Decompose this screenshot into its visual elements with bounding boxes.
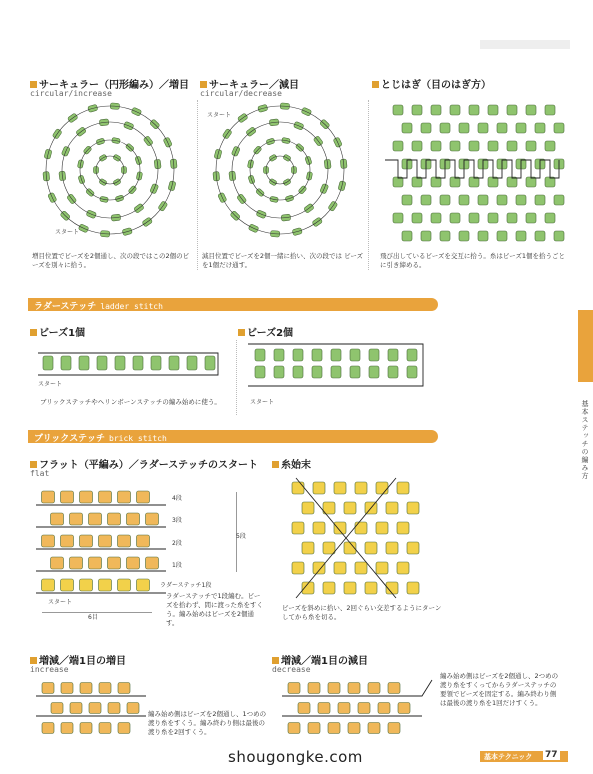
bead	[386, 542, 398, 554]
circular-decrease-subtitle: circular/decrease	[200, 89, 282, 98]
increase-caption: 編み始め側はビーズを2個通し、1つめの渡り糸をすくう。編み終わり側は最後の渡り糸を2回すくう。	[148, 710, 267, 736]
bead	[99, 491, 112, 503]
bead	[137, 579, 150, 591]
bead	[478, 195, 488, 205]
bead	[348, 723, 360, 734]
bead	[79, 356, 89, 370]
bead	[386, 502, 398, 514]
bead	[412, 105, 422, 115]
bead	[274, 349, 284, 361]
bead	[42, 723, 54, 734]
bead	[328, 683, 340, 694]
bead	[440, 231, 450, 241]
bead	[133, 356, 143, 370]
row-label-2: 2段	[172, 540, 182, 547]
bead	[318, 703, 330, 714]
bead	[478, 231, 488, 241]
bead	[554, 123, 564, 133]
bead	[397, 482, 409, 494]
bead	[378, 703, 390, 714]
span-label: 5段	[236, 533, 246, 540]
start-label: スタート	[55, 229, 80, 236]
bead	[469, 177, 479, 187]
ladder-one-title: ビーズ1個	[30, 324, 85, 339]
bead	[545, 141, 555, 151]
bead	[388, 349, 398, 361]
bead	[255, 349, 265, 361]
bead	[99, 535, 112, 547]
bead	[118, 579, 131, 591]
side-vertical-text: 基本ステッチの編み方	[581, 400, 589, 480]
bead	[99, 723, 111, 734]
bead	[348, 683, 360, 694]
bead	[313, 562, 325, 574]
bead	[421, 231, 431, 241]
bead	[398, 703, 410, 714]
bead	[535, 123, 545, 133]
flat-subtitle: flat	[30, 469, 50, 478]
bead	[61, 356, 71, 370]
bead	[459, 231, 469, 241]
bead	[118, 683, 130, 694]
bead	[545, 213, 555, 223]
circular-decrease-caption: 減目位置でビーズを2個一緒に拾い、次の段では ビーズを1個だけ通す。	[202, 252, 364, 269]
bead	[376, 522, 388, 534]
bead	[365, 582, 377, 594]
circular-increase-title: サーキュラー（円形編み）／増目	[30, 76, 189, 91]
thread-end-caption: ビーズを斜めに拾い、2回ぐらい交差するようにターンしてから糸を切る。	[282, 604, 442, 621]
bead	[526, 105, 536, 115]
bead	[302, 502, 314, 514]
increase-subtitle: increase	[30, 665, 69, 674]
bead	[355, 562, 367, 574]
bead	[89, 703, 101, 714]
ladder-two-diagram	[248, 340, 438, 400]
bead	[421, 123, 431, 133]
bead	[70, 557, 83, 569]
bead	[312, 366, 322, 378]
flat-caption: ラダーステッチで1段編む。ビーズを拾わず、間に渡った糸をすくう。編み始めはビーズを2個通す。	[166, 592, 263, 627]
bead	[80, 491, 93, 503]
decrease-caption: 編み始め側はビーズを2個通し、2つめの渡り糸をすくってからラダーステッチの要領でビーズを固定する。編み終わり側は最後の渡り糸を1回だけすくう。	[440, 672, 559, 707]
bead	[80, 579, 93, 591]
bead	[369, 366, 379, 378]
flat-title: フラット（平編み）／ラダーステッチのスタート	[30, 456, 258, 471]
bead	[507, 105, 517, 115]
decrease-diagram	[282, 678, 432, 743]
thread	[96, 156, 124, 184]
bead	[331, 366, 341, 378]
bead	[402, 195, 412, 205]
bead	[545, 105, 555, 115]
bead	[421, 195, 431, 205]
bead	[328, 723, 340, 734]
bead	[80, 723, 92, 734]
bead	[355, 482, 367, 494]
bead	[308, 683, 320, 694]
bead	[355, 522, 367, 534]
bead	[516, 231, 526, 241]
bead	[51, 557, 64, 569]
bead	[497, 231, 507, 241]
bead	[407, 349, 417, 361]
bead	[376, 562, 388, 574]
bead	[526, 213, 536, 223]
bead	[459, 195, 469, 205]
bead	[127, 513, 140, 525]
bead	[274, 366, 284, 378]
bead	[554, 231, 564, 241]
bead	[323, 582, 335, 594]
bead	[469, 213, 479, 223]
join-title: とじはぎ（目のはぎ方）	[372, 76, 491, 91]
bead	[61, 683, 73, 694]
bead	[431, 141, 441, 151]
join-diagram	[380, 100, 570, 250]
bead	[43, 356, 53, 370]
bead	[407, 366, 417, 378]
bead	[344, 502, 356, 514]
bead	[51, 513, 64, 525]
bead	[358, 703, 370, 714]
bead	[450, 141, 460, 151]
bead	[288, 683, 300, 694]
bead	[507, 213, 517, 223]
bead	[70, 513, 83, 525]
bead	[80, 535, 93, 547]
bead	[412, 213, 422, 223]
circular-increase-caption: 増目位置でビーズを2個通し、次の段ではこの2個のビーズを別々に拾う。	[32, 252, 190, 269]
bead	[137, 535, 150, 547]
bead	[526, 177, 536, 187]
bead	[469, 141, 479, 151]
bead	[450, 213, 460, 223]
bead	[516, 123, 526, 133]
ladder-band-title: ラダーステッチ ladder stitch	[34, 302, 163, 312]
bead	[61, 535, 74, 547]
bead	[450, 105, 460, 115]
circular-decrease-title: サーキュラー／減目	[200, 76, 299, 91]
bead	[312, 349, 322, 361]
decrease-title: 増減／端1目の減目	[272, 652, 368, 667]
bead	[478, 123, 488, 133]
ladder-one-caption: ブリックステッチやヘリンボーンステッチの編み始めに使う。	[40, 398, 221, 406]
bead	[334, 482, 346, 494]
bead	[146, 513, 159, 525]
bead	[388, 683, 400, 694]
bead	[118, 723, 130, 734]
bead	[554, 195, 564, 205]
bead	[127, 557, 140, 569]
bead	[292, 482, 304, 494]
bead	[407, 542, 419, 554]
bead	[42, 535, 55, 547]
bead	[51, 703, 63, 714]
bead	[397, 562, 409, 574]
bead	[488, 105, 498, 115]
bead	[535, 231, 545, 241]
bead	[402, 231, 412, 241]
thread	[232, 122, 328, 218]
bead	[368, 683, 380, 694]
bead	[350, 349, 360, 361]
ladder-one-diagram	[38, 345, 228, 395]
bead	[431, 105, 441, 115]
bead	[80, 683, 92, 694]
decrease-subtitle: decrease	[272, 665, 311, 674]
thread-end-diagram	[286, 478, 426, 603]
bead	[313, 482, 325, 494]
bead	[293, 366, 303, 378]
increase-diagram	[36, 678, 151, 743]
start-label: スタート	[38, 381, 63, 388]
bead	[61, 579, 74, 591]
bead	[118, 535, 131, 547]
width-label: 6目	[88, 614, 98, 621]
ladder-two-title: ビーズ2個	[238, 324, 293, 339]
bead	[146, 557, 159, 569]
bead	[308, 723, 320, 734]
brick-band-title: ブリックステッチ brick stitch	[34, 434, 167, 444]
join-caption: 飛び出しているビーズを交互に拾う。糸はビーズ1個を拾うごとに引き締める。	[380, 252, 565, 269]
bead	[397, 522, 409, 534]
bead	[97, 356, 107, 370]
bead	[331, 349, 341, 361]
bead	[127, 703, 139, 714]
bead	[288, 723, 300, 734]
bead	[431, 213, 441, 223]
bead	[313, 522, 325, 534]
bead	[488, 141, 498, 151]
bead	[526, 141, 536, 151]
start-label: スタート	[207, 112, 232, 119]
thread-end-title: 糸始末	[272, 456, 311, 471]
circular-increase-subtitle: circular/increase	[30, 89, 112, 98]
bead	[255, 366, 265, 378]
page-number: 77	[545, 750, 558, 760]
bead	[169, 356, 179, 370]
bead	[440, 123, 450, 133]
bead	[108, 513, 121, 525]
bead	[89, 557, 102, 569]
bead	[507, 141, 517, 151]
divider	[197, 100, 199, 270]
bead	[187, 356, 197, 370]
watermark: shougongke.com	[228, 748, 363, 766]
bead	[151, 356, 161, 370]
bead	[42, 683, 54, 694]
side-tab	[578, 310, 593, 382]
bead	[545, 177, 555, 187]
bead	[488, 177, 498, 187]
bead	[108, 703, 120, 714]
bead	[205, 356, 215, 370]
bead	[393, 213, 403, 223]
bead	[516, 195, 526, 205]
thread	[266, 156, 294, 184]
bead	[393, 105, 403, 115]
top-tab	[480, 40, 570, 49]
flat-diagram	[36, 485, 176, 615]
bead	[450, 177, 460, 187]
bead	[365, 542, 377, 554]
bead	[70, 703, 82, 714]
bead	[376, 482, 388, 494]
bead	[469, 105, 479, 115]
footer-label: 基本テクニック	[484, 753, 533, 761]
bead	[388, 723, 400, 734]
bead	[293, 349, 303, 361]
bead	[412, 141, 422, 151]
circular-decrease-diagram	[200, 100, 365, 250]
bead	[431, 177, 441, 187]
bead	[334, 522, 346, 534]
row-label-1: 1段	[172, 562, 182, 569]
bead	[344, 582, 356, 594]
bead	[115, 356, 125, 370]
bead	[292, 562, 304, 574]
bead	[350, 366, 360, 378]
bead	[118, 491, 131, 503]
start-label: スタート	[250, 399, 275, 406]
bead	[497, 195, 507, 205]
bead	[488, 213, 498, 223]
row-label-4: 4段	[172, 495, 182, 502]
bead	[61, 723, 73, 734]
bead	[407, 502, 419, 514]
row-label-ladder: ラダーステッチ1段	[160, 582, 212, 589]
bead	[497, 123, 507, 133]
thread	[62, 122, 158, 218]
bead	[368, 723, 380, 734]
bead	[334, 562, 346, 574]
bead	[535, 195, 545, 205]
bead	[89, 513, 102, 525]
bead	[393, 141, 403, 151]
bead	[292, 522, 304, 534]
bead	[137, 491, 150, 503]
bead	[42, 491, 55, 503]
bead	[369, 349, 379, 361]
bead	[108, 557, 121, 569]
bead	[338, 703, 350, 714]
bead	[302, 542, 314, 554]
bead	[440, 195, 450, 205]
bead	[42, 579, 55, 591]
bead	[388, 366, 398, 378]
bead	[507, 177, 517, 187]
row-label-3: 3段	[172, 517, 182, 524]
bead	[323, 542, 335, 554]
bead	[99, 579, 112, 591]
bead	[393, 177, 403, 187]
bead	[412, 177, 422, 187]
bead	[298, 703, 310, 714]
bead	[61, 491, 74, 503]
bead	[459, 123, 469, 133]
divider	[368, 100, 370, 270]
bead	[99, 683, 111, 694]
start-label: スタート	[48, 599, 73, 606]
bead	[407, 582, 419, 594]
bead	[402, 123, 412, 133]
increase-title: 増減／端1目の増目	[30, 652, 126, 667]
